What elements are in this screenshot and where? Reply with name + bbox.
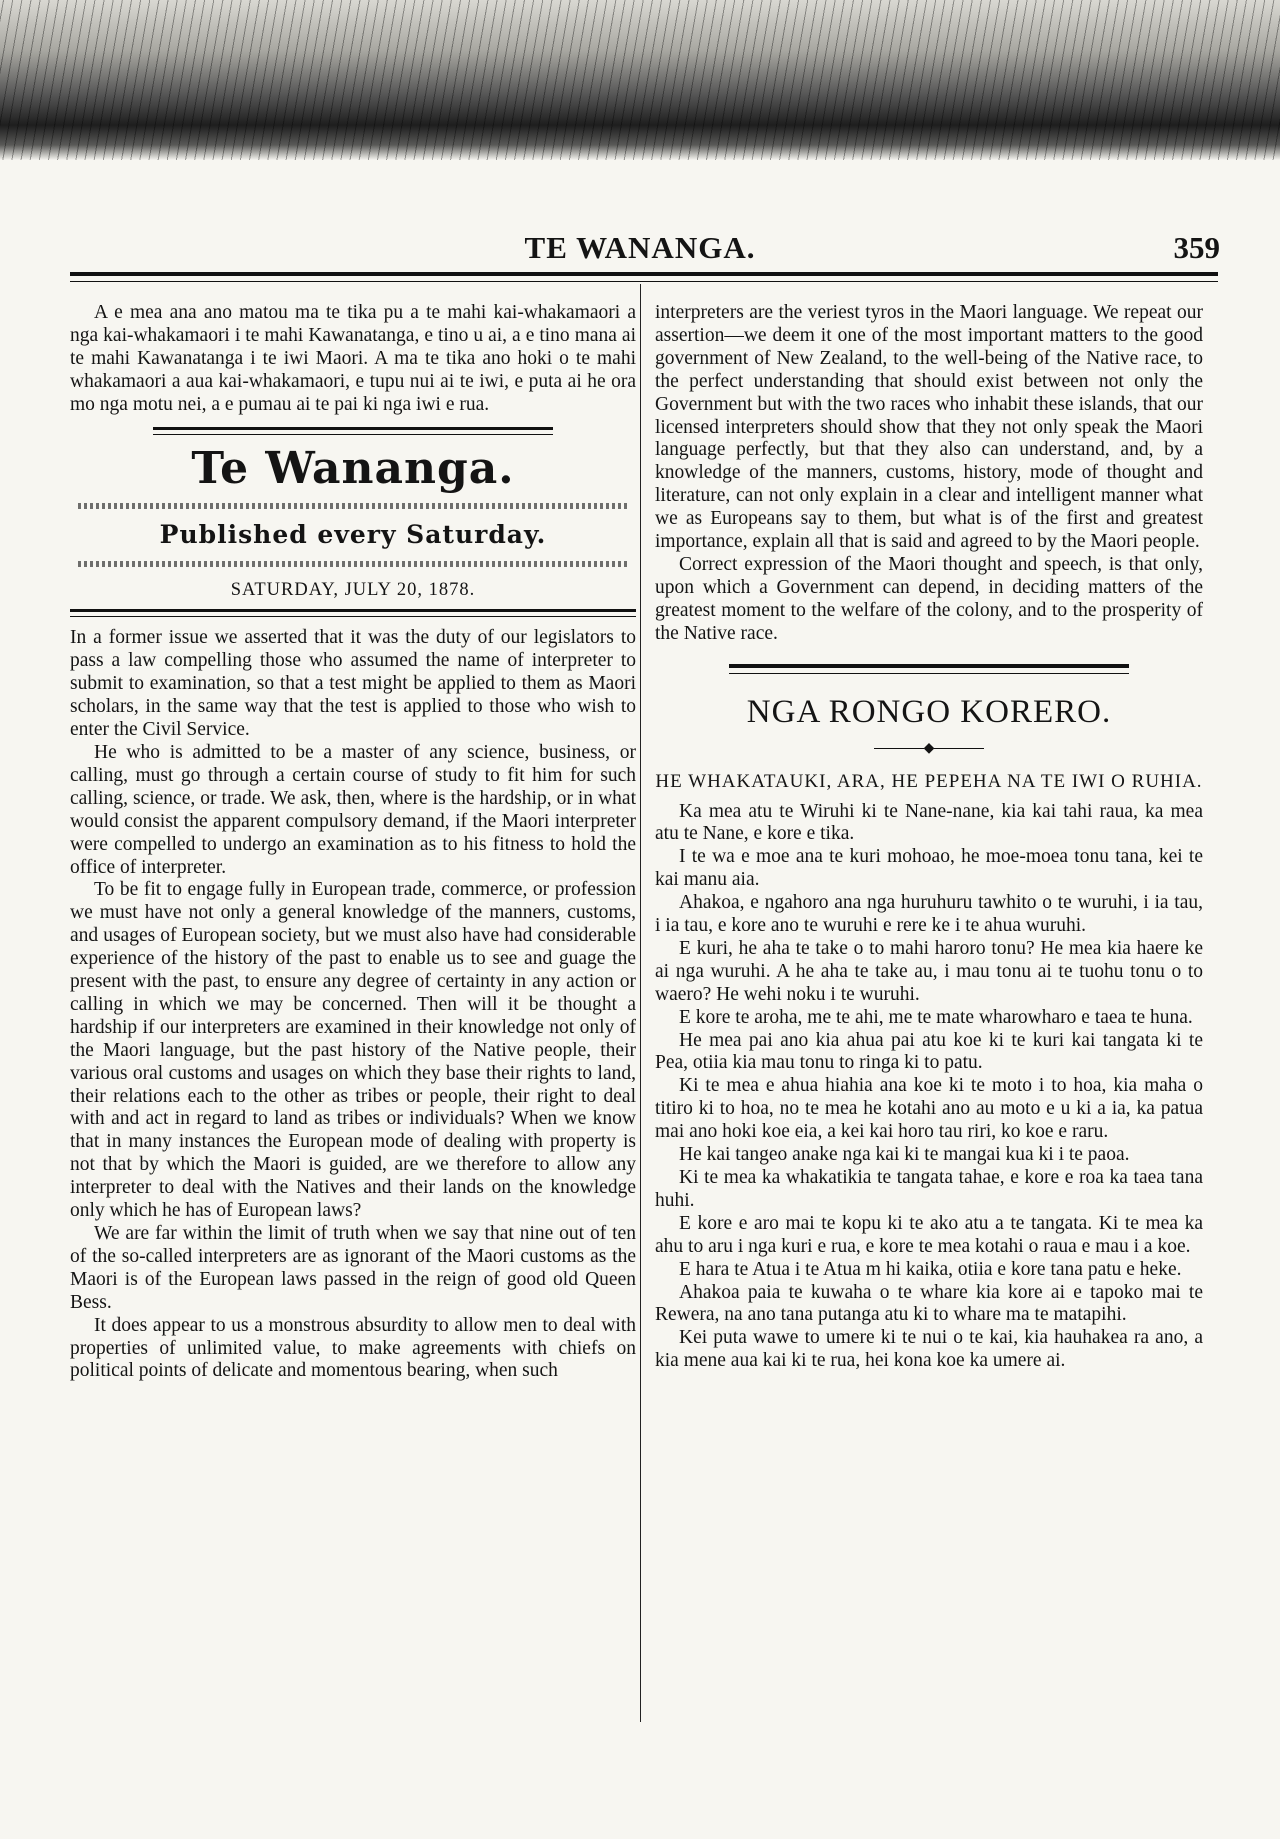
proverbs-list [655, 801, 1203, 1374]
section-rule [729, 664, 1129, 674]
left-column [70, 302, 636, 1383]
proverb: E kuri, he aha te take o to mahi haroro tonu? He mea kia haere ke ai nga wuruhi. A he aha te take au, i mau tonu ai te tuohu tonu o to waero? He wehi noku i te wuruhi. [655, 937, 1203, 1005]
dateline-rule [70, 609, 636, 617]
diamond-ornament-icon: ◆ [655, 738, 1203, 761]
editorial-paragraph: In a former issue we asserted that it was the duty of our legislators to pass a law compelling those who assumed the name of interpreter to submit to examination, so that a test might be applied to them as Maori scholars, in the same way that the test is applied to those who wish to enter the Civil Service. [70, 627, 636, 741]
column-divider [640, 284, 641, 1722]
running-head [60, 226, 1220, 266]
editorial-paragraph: He who is admitted to be a master of any science, business, or calling, must go through a certain course of study to fit him for such calling, science, or trade. We ask, then, where is the hardship, or in what would consist the apparent compulsory demand, if the Maori interpreter were compelled to undergo an examination as to his fitness to hold the office of interpreter. [70, 741, 636, 878]
ornamental-rule [78, 561, 628, 567]
proverb: Ki te mea e ahua hiahia ana koe ki te moto i to hoa, kia maha o titiro ki to hoa, no te mea he kotahi ano au moto e u ki a ia, ka patua mai ano hoki koe eia, a kei kai horo tau riri, ko koe e raru. [655, 1075, 1203, 1143]
proverb: Ahakoa paia te kuwaha o te whare kia kore ai e tapoko mai te Rewera, na ano tana putanga atu ki to whare ma te matapihi. [655, 1281, 1203, 1326]
proverb: Ahakoa, e ngahoro ana nga huruhuru tawhito o te wuruhi, i ia tau, i ia tau, e kore ano te wuruhi e rere ke i te ahua wuruhi. [655, 892, 1203, 937]
newspaper-title: TE WANANGA. [524, 230, 756, 265]
published-notice: Published every Saturday. [159, 519, 547, 549]
proverb: Kei puta wawe to umere ki te nui o te kai, kia hauhakea ra ano, a kia mene aua kai ki te rua, hei kona koe ka umere ai. [655, 1327, 1203, 1372]
dateline: SATURDAY, JULY 20, 1878. [230, 579, 476, 600]
editorial-continuation: interpreters are the veriest tyros in the Maori language. We repeat our assertion—we deem it one of the most important matters to the good government of New Zealand, to the well-being of the Native race, to the perfect understanding that should exist between not only the Government but with the two races who inhabit these islands, that our licensed interpreters should show that they not only speak the Maori language perfectly, but that they also can understand, and, by a knowledge of the manners, customs, history, mode of thought and literature, can not only explain in a clear and intelligent manner what we as Europeans say to them, but what is of the first and greatest importance, explain all that is said and agreed to by the Maori people. [655, 302, 1203, 553]
masthead-rule [153, 427, 553, 435]
page-number: 359 [1173, 230, 1220, 265]
masthead: Te Wananga. [191, 442, 515, 494]
right-column [655, 302, 1203, 1373]
editorial-paragraph: Correct expression of the Maori thought and speech, is that only, upon which a Government can depend, in deciding matters of the greatest moment to the welfare of the colony, and to the prosperity of the Native race. [655, 553, 1203, 644]
ornamental-rule [78, 503, 628, 509]
section-subtitle: HE WHAKATAUKI, ARA, HE PEPEHA NA TE IWI O RUHIA. [655, 770, 1203, 792]
proverb: He kai tangeo anake nga kai ki te mangai kua ki i te paoa. [679, 1144, 1130, 1166]
proverb: E kore te aroha, me te ahi, me te mate wharowharo e taea te huna. [679, 1006, 1193, 1028]
editorial-paragraph: We are far within the limit of truth when we say that nine out of ten of the so-called interpreters are as ignorant of the Maori customs as the Maori is of the European laws passed in the reign of good old Queen Bess. [70, 1223, 636, 1313]
proverb: Ka mea atu te Wiruhi ki te Nane-nane, kia kai tahi raua, ka mea atu te Nane, e kore e tika. [655, 800, 1203, 845]
intro-paragraph: A e mea ana ano matou ma te tika pu a te mahi kai-whakamaori a nga kai-whakamaori i te mahi Kawanatanga, e tino u ai, a e tino mana ai te mahi Kawanatanga i te iwi Maori. A ma te tika ano hoki o te mahi whakamaori a aua kai-whakamaori, e tupu nui ai te iwi, e puta ai he ora mo nga motu nei, a e pumau ai te pai ki nga iwi e rua. [70, 302, 636, 415]
proverb: Ki te mea ka whakatikia te tangata tahae, e kore e roa ka taea tana huhi. [655, 1167, 1203, 1211]
section-title: NGA RONGO KORERO. [746, 693, 1112, 730]
header-rule [70, 272, 1218, 282]
proverb: E hara te Atua i te Atua m hi kaika, otiia e kore tana patu e heke. [679, 1258, 1182, 1280]
scan-top-edge [0, 0, 1280, 160]
proverb: E kore e aro mai te kopu ki te ako atu a te tangata. Ki te mea ka ahu to aru i nga kuri e rua, e kore te mea kotahi o raua e mau i a koe. [655, 1212, 1203, 1257]
proverb: I te wa e moe ana te kuri mohoao, he moe-moea tonu tana, kei te kai manu aia. [655, 846, 1203, 891]
page-bottom-margin [0, 1750, 1280, 1839]
editorial-paragraph: It does appear to us a monstrous absurdity to allow men to deal with properties of unlimited value, to make agreements with chiefs on political points of delicate and momentous bearing, when such [70, 1314, 636, 1382]
proverb: He mea pai ano kia ahua pai atu koe ki te kuri kai tangata ki te Pea, otiia kia mau tonu to ringa ki to patu. [655, 1029, 1203, 1074]
editorial-paragraph: To be fit to engage fully in European trade, commerce, or profession we must have not only a general knowledge of the manners, customs, and usages of European society, but we must also have had considerable experience of the history of the past to enable us to see and guage the present with the past, to ensure any degree of certainty in any action or calling in which we may be concerned. Then will it be thought a hardship if our interpreters are examined in their knowledge not only of the Maori language, but the past history of the Native people, their various oral customs and usages on which they base their rights to land, their relations each to the other as tribes or people, their right to deal with and act in regard to land as tribes or individuals? When we know that in many instances the European mode of dealing with property is not that by which the Maori is guided, are we therefore to allow any interpreter to deal with the Natives and their lands on the knowledge only which he has of European laws? [70, 879, 636, 1222]
